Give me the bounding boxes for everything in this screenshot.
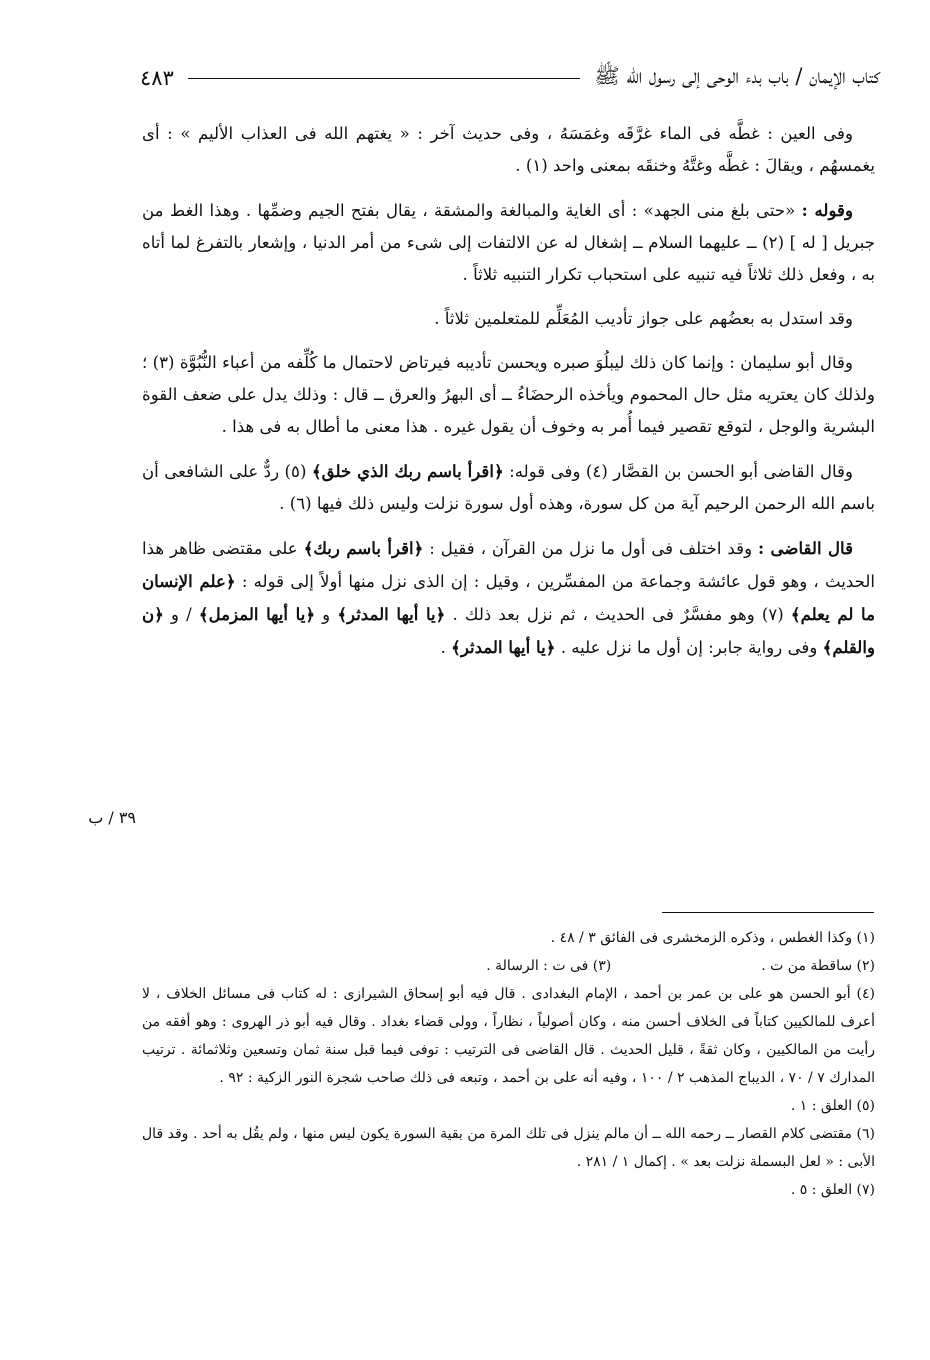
- footnote-separator: [662, 912, 874, 913]
- running-header: [140, 58, 880, 98]
- quran-quote: ﴿علم الإنسان ما لم يعلم﴾: [142, 571, 876, 624]
- paragraph-6-text-a: وقد اختلف فى أول ما نزل من القرآن ، فقيل :: [429, 539, 753, 558]
- quran-quote: ﴿ن والقلم﴾: [142, 604, 875, 657]
- footnote-row: [142, 952, 875, 980]
- footnote-7: (٧) العلق : ٥ .: [790, 1182, 875, 1198]
- paragraph-6: [142, 532, 875, 664]
- footnote-6: (٦) مقتضى كلام القصار ــ رحمه الله ــ أن مالم ينزل فى تلك المرة من بقية السورة يكون ليس منها ، ولم يقُل به أحد . وقد قال الأبى : « لعل البسملة نزلت بعد » . إكمال ١ / ٢٨١ .: [142, 1126, 875, 1170]
- paragraph-6-text-c: (٧) وهو مفسَّرٌ فى الحديث ، ثم نزل بعد ذلك .: [452, 605, 784, 624]
- paragraph-4: وقال أبو سليمان : وإنما كان ذلك ليبلُوَ صبره ويحسن تأديبه فيرتاض لاحتمال ما كُلِّفه من أعباء النُّبُوَّة (٣) ؛ ولذلك كان يعتريه مثل حال المحموم ويأخذه الرحضَاءُ ــ أى البهرُ والعرق ــ قال : وذلك يدل على ضعف القوة البشرية والوجل ، لتوقع تقصير فيما أُمر به وخوف أن يقول غيره . هذا معنى ما أطال به فى هذا .: [142, 353, 875, 436]
- paragraph-5-text-a: وقال القاضى أبو الحسن بن القصَّار (٤) وفى قوله:: [509, 462, 854, 481]
- paragraph-6-text-g: .: [440, 638, 446, 657]
- paragraph-2-text: «حتى بلغ منى الجهد» : أى الغاية والمبالغة والمشقة ، يقال بفتح الجيم وضمِّها . وهذا الغط من جبريل [ له ] (٢) ــ عليهما السلام ــ إشغال له عن الالتفات إلى شىء من أمر الدنيا ، وإشعار بالتفرغ لما أتاه به ، وفعل ذلك ثلاثاً فيه تنبيه على استحباب تكرار التنبيه ثلاثاً .: [142, 201, 875, 284]
- footnote-2: (٢) ساقطة من ت .: [761, 958, 875, 974]
- paragraph-2-lead: وقوله :: [801, 200, 853, 220]
- paragraph-3: وقد استدل به بعضُهم على جواز تأديب المُعَلِّم للمتعلمين ثلاثاً .: [434, 309, 853, 328]
- paragraph-5: [142, 455, 875, 520]
- paragraph-6-lead: قال القاضى :: [758, 538, 854, 558]
- main-text: [142, 118, 875, 676]
- paragraph-6-text-f: وفى رواية جابر: إن أول ما نزل عليه .: [560, 638, 818, 657]
- paragraph-6-text-e: / و: [171, 605, 192, 624]
- manuscript-folio-marker: ٣٩ / ب: [88, 808, 136, 827]
- paragraph-5-text-b: (٥) ردٌّ على الشافعى أن باسم الله الرحمن الرحيم آية من كل سورة، وهذه أول سورة نزلت وليس ذلك فيها (٦) .: [142, 462, 875, 513]
- header-rule: [188, 78, 581, 79]
- paragraph-1: وفى العين : غطَّه فى الماء غرَّقَه وغمَسَهُ ، وفى حديث آخر : « يغتهم الله فى العذاب الأليم » : أى يغمسهُم ، ويقالَ : غطَّه وغتَّهُ وخنقَه بمعنى واحد (١) .: [142, 124, 875, 175]
- footnotes: [142, 924, 875, 1204]
- footnote-5: (٥) العلق : ١ .: [790, 1098, 875, 1114]
- footnote-4: (٤) أبو الحسن هو على بن عمر بن أحمد ، الإمام البغدادى . قال فيه أبو إسحاق الشيرازى : له كتاب فى مسائل الخلاف ، لا أعرف للمالكيين كتاباً فى الخلاف أحسن منه ، وكان أصولياً ، نظاراً ، وولى قضاء بغداد . وقال فيه أبو ذر الهروى : وهو أفقه من رأيت من المالكيين ، وكان ثقةً ، قليل الحديث . قال القاضى فى الترتيب : توفى فيما قبل سنة ثمان وتسعين وثلاثمائة . ترتيب المدارك ٧ / ٧٠ ، الديباج المذهب ٢ / ١٠٠ ، وفيه أنه على بن أحمد ، وتبعه فى ذلك صاحب شجرة النور الزكية : ٩٢ .: [142, 986, 875, 1086]
- quran-quote: ﴿يا أيها المدثر﴾: [337, 604, 446, 624]
- footnote-3: (٣) فى ت : الرسالة .: [486, 958, 612, 974]
- quran-quote: ﴿يا أيها المزمل﴾: [198, 604, 316, 624]
- running-title: كتاب الإيمان / باب بدء الوحى إلى رسول الله ﷺ: [594, 63, 880, 88]
- quran-quote: ﴿اقرأ باسم ربك﴾: [303, 538, 424, 558]
- paragraph-6-text-d: و: [322, 605, 331, 624]
- page-number: ٤٨٣: [140, 66, 174, 90]
- quran-quote: ﴿يا أيها المدثر﴾: [451, 637, 556, 657]
- footnote-1: (١) وكذا الغطس ، وذكره الزمخشرى فى الفائق ٣ / ٤٨ .: [550, 930, 875, 946]
- paragraph-6-text-b: على مقتضى ظاهر هذا الحديث ، وهو قول عائشة وجماعة من المفسِّرين ، وقيل : إن الذى نزل منها أولاً إلى قوله :: [142, 539, 875, 591]
- paragraph-2: [142, 194, 875, 291]
- quran-quote: ﴿اقرأ باسم ربك الذي خلق﴾: [311, 461, 504, 481]
